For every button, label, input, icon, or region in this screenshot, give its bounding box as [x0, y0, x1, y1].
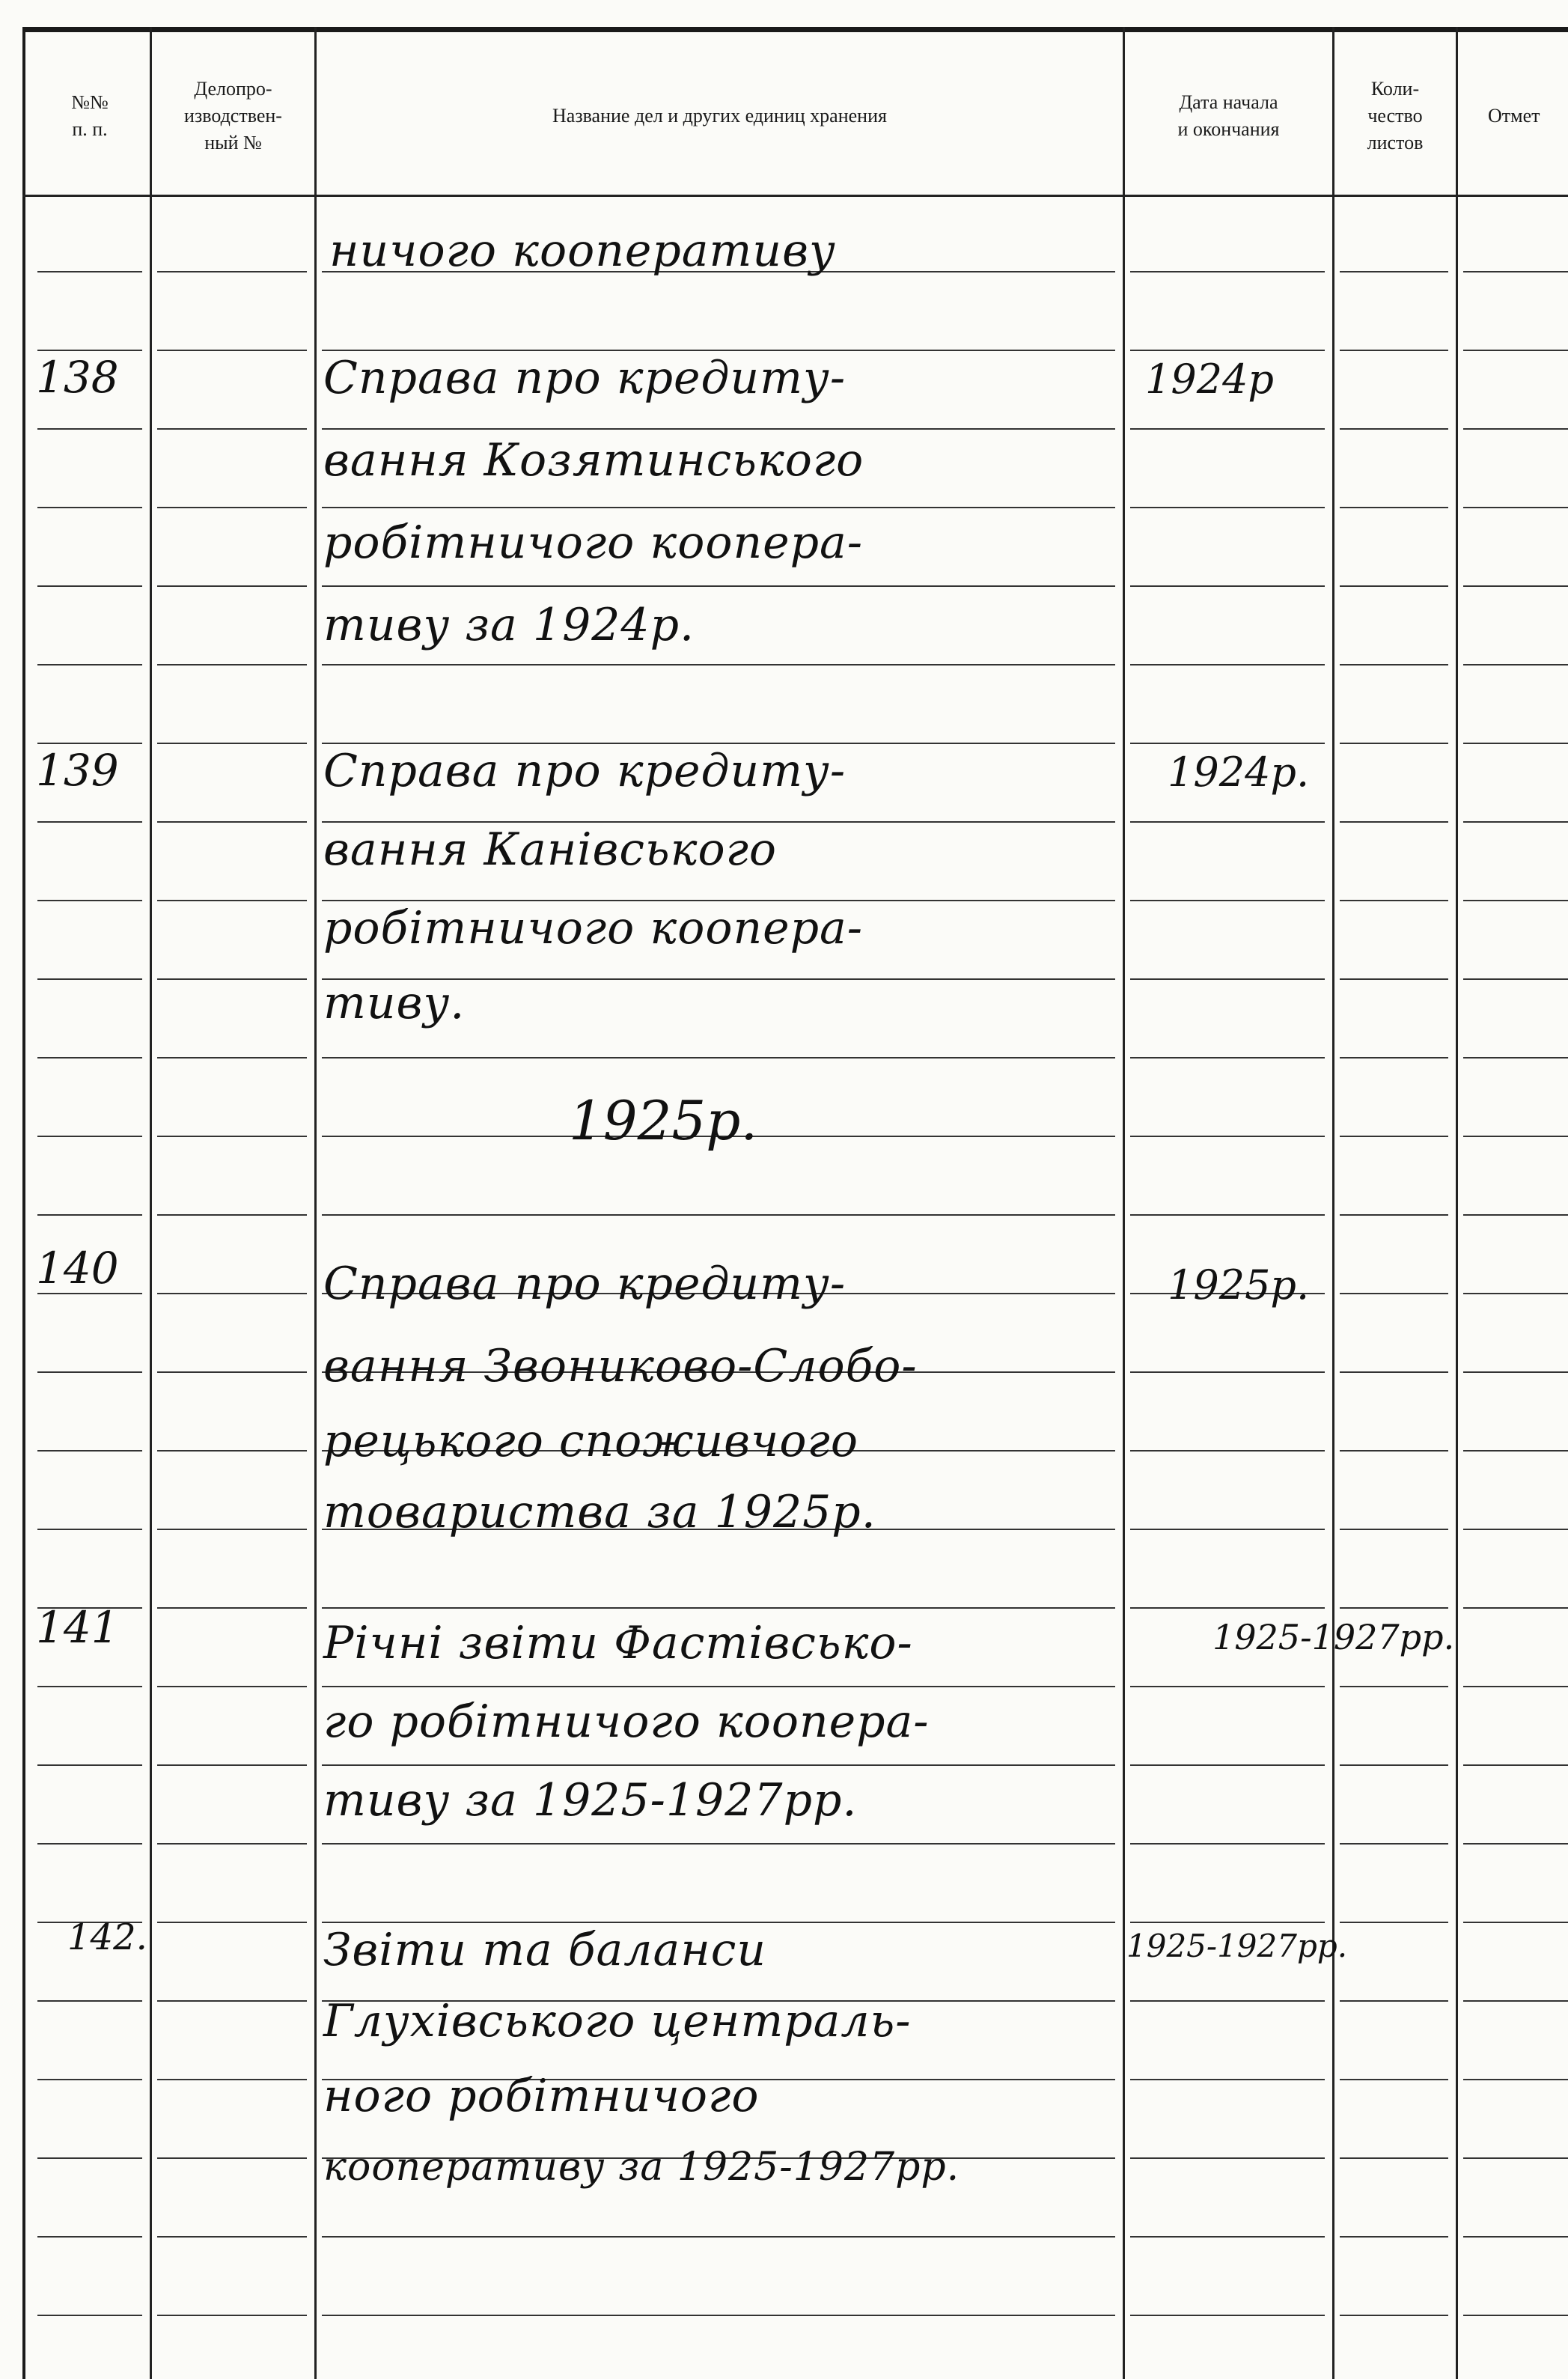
entry-title-line: тиву.	[323, 977, 466, 1029]
header-number: №№ п. п.	[71, 91, 109, 140]
entry-title-line: вання Звониково-Слобо-	[323, 1340, 918, 1392]
header-notes: Отмет	[1488, 105, 1540, 127]
entry-dates: 1924р	[1145, 356, 1274, 403]
entry-title-line: робітничого коопера-	[323, 902, 864, 954]
entry-number: 140	[36, 1243, 119, 1294]
entry-title-line: ного робітничого	[323, 2070, 760, 2122]
entry-title-line: робітничого коопера-	[323, 517, 864, 569]
entry-title-line: Справа про кредиту-	[323, 745, 846, 797]
entry-title-line: кооперативу за 1925-1927рр.	[323, 2145, 960, 2190]
entry-number: 139	[36, 745, 119, 796]
entry-number: 138	[36, 352, 119, 403]
entry-title-line: Звіти та баланси	[323, 1924, 766, 1976]
entry-title-line: вання Козятинського	[323, 434, 864, 487]
entry-dates: 1924р.	[1168, 749, 1310, 796]
entry-number: 141	[36, 1602, 119, 1653]
entry-title-line: тиву за 1924р.	[323, 599, 695, 651]
header-office-number: Делопро- изводствен- ный №	[184, 78, 282, 153]
entry-title-line: вання Канівського	[323, 823, 778, 876]
entry-number: 142.	[67, 1916, 147, 1958]
continuation-text: ничого кооперативу	[329, 225, 836, 277]
table-top-border	[22, 27, 1568, 32]
entry-title-line: Справа про кредиту-	[323, 1258, 846, 1310]
header-dates: Дата начала и окончания	[1177, 91, 1280, 140]
entry-title-line: тиву за 1925-1927рр.	[323, 1774, 858, 1827]
entry-title-line: Глухівського централь-	[323, 1995, 912, 2047]
entry-dates: 1925р.	[1168, 1261, 1310, 1309]
year-heading: 1925р.	[569, 1089, 758, 1152]
entry-title-line: го робітничого коопера-	[323, 1696, 930, 1748]
entry-title-line: рецького споживчого	[323, 1415, 858, 1467]
entry-title-line: Справа про кредиту-	[323, 352, 846, 404]
entry-title-line: товариства за 1925р.	[323, 1486, 876, 1538]
entry-dates: 1925-1927рр.	[1126, 1928, 1348, 1964]
entry-title-line: Річні звіти Фастівсько-	[323, 1617, 913, 1669]
table-left-border	[22, 27, 25, 2379]
entry-dates: 1925-1927рр.	[1212, 1617, 1455, 1657]
header-title: Название дел и других единиц хранения	[552, 105, 887, 127]
header-sheets: Коли- чество листов	[1367, 78, 1424, 153]
